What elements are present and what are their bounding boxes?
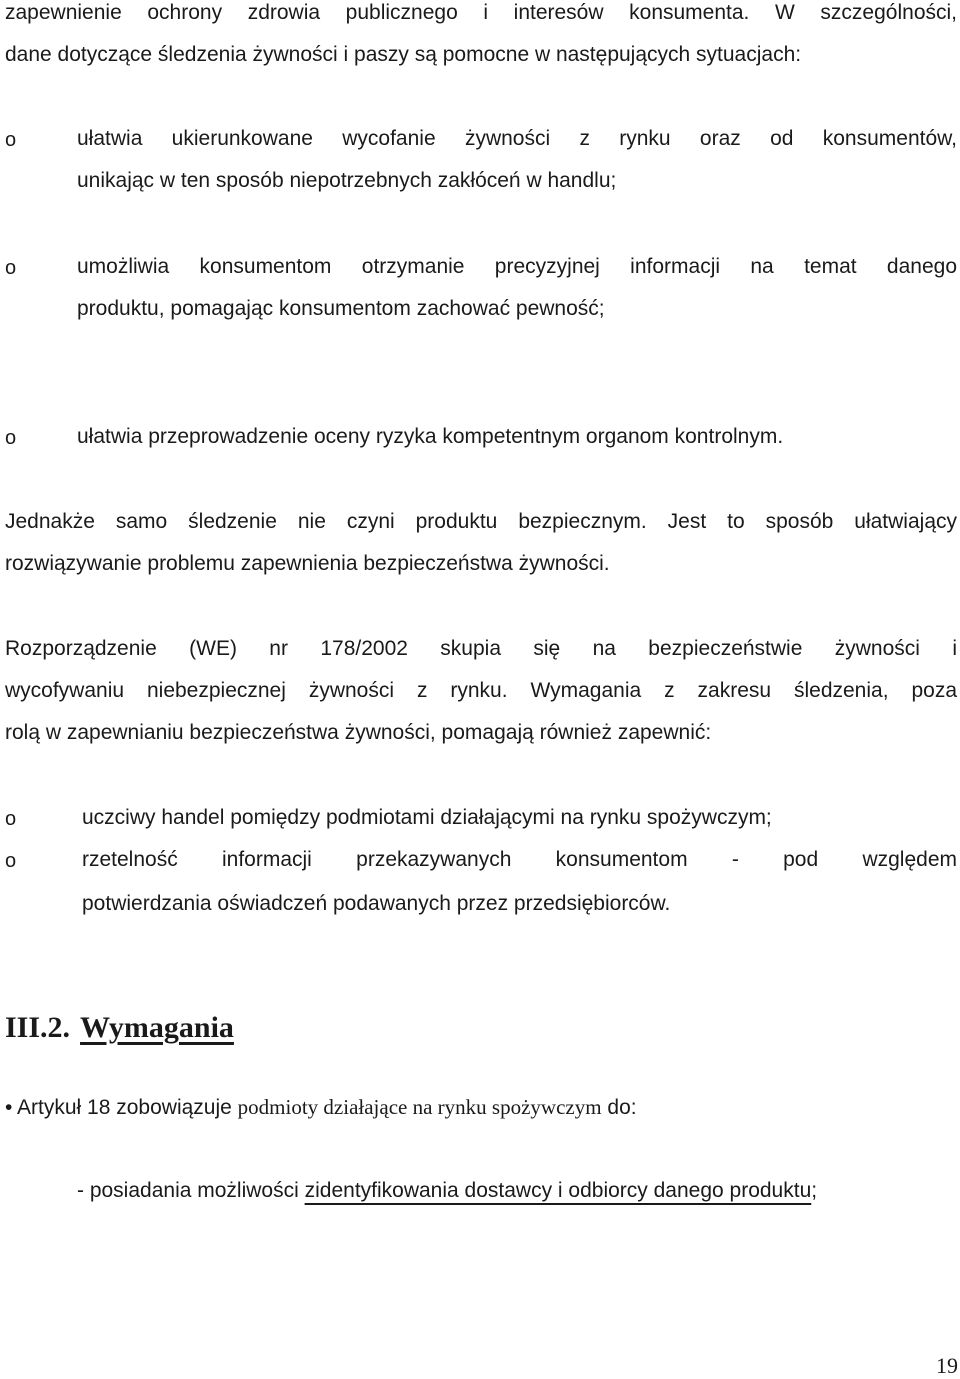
list-bullet: o bbox=[5, 257, 17, 279]
list-item-line: ułatwia ukierunkowane wycofanie żywności z rynku oraz od konsumentów, bbox=[77, 127, 957, 150]
intro-line-1: zapewnienie ochrony zdrowia publicznego i interesów konsumenta. W szczególności, bbox=[5, 1, 957, 24]
section-heading bbox=[5, 1008, 234, 1048]
list-item-line: rzetelność informacji przekazywanych konsumentom - pod względem bbox=[82, 848, 957, 871]
list-bullet: o bbox=[5, 850, 17, 872]
list-item-line: unikając w ten sposób niepotrzebnych zakłóceń w handlu; bbox=[77, 169, 617, 192]
obligation-prefix: - posiadania możliwości bbox=[77, 1179, 299, 1202]
article-line bbox=[5, 1094, 637, 1121]
list-item-line: umożliwia konsumentom otrzymanie precyzyjnej informacji na temat danego bbox=[77, 255, 957, 278]
article-part-2: podmioty działające na rynku spożywczym bbox=[237, 1095, 602, 1119]
list-item-line: uczciwy handel pomiędzy podmiotami działającymi na rynku spożywczym; bbox=[82, 806, 772, 829]
page-number: 19 bbox=[936, 1353, 958, 1378]
section-number: III.2. bbox=[5, 1011, 71, 1044]
list-bullet: o bbox=[5, 129, 17, 151]
section-title: Wymagania bbox=[80, 1011, 234, 1044]
bullet-icon: • bbox=[5, 1096, 13, 1119]
para3-line-2: wycofywaniu niebezpiecznej żywności z rynku. Wymagania z zakresu śledzenia, poza bbox=[5, 679, 957, 702]
para2-line-1: Jednakże samo śledzenie nie czyni produktu bezpiecznym. Jest to sposób ułatwiający bbox=[5, 510, 957, 533]
obligation-underlined: zidentyfikowania dostawcy i odbiorcy danego produktu bbox=[304, 1179, 812, 1202]
list-item-line: ułatwia przeprowadzenie oceny ryzyka kompetentnym organom kontrolnym. bbox=[77, 425, 784, 448]
obligation-suffix: ; bbox=[811, 1179, 818, 1202]
para3-line-3: rolą w zapewnianiu bezpieczeństwa żywności, pomagają również zapewnić: bbox=[5, 721, 712, 744]
obligation-line bbox=[77, 1178, 817, 1204]
intro-line-2: dane dotyczące śledzenia żywności i paszy są pomocne w następujących sytuacjach: bbox=[5, 43, 802, 66]
list-item-line: potwierdzania oświadczeń podawanych przez przedsiębiorców. bbox=[82, 892, 671, 915]
para3-line-1: Rozporządzenie (WE) nr 178/2002 skupia się na bezpieczeństwie żywności i bbox=[5, 637, 957, 660]
para2-line-2: rozwiązywanie problemu zapewnienia bezpieczeństwa żywności. bbox=[5, 552, 610, 575]
article-part-3: do: bbox=[607, 1096, 637, 1119]
list-bullet: o bbox=[5, 808, 17, 830]
list-item-line: produktu, pomagając konsumentom zachować pewność; bbox=[77, 297, 605, 320]
list-bullet: o bbox=[5, 427, 17, 449]
article-part-1: Artykuł 18 zobowiązuje bbox=[17, 1096, 232, 1119]
